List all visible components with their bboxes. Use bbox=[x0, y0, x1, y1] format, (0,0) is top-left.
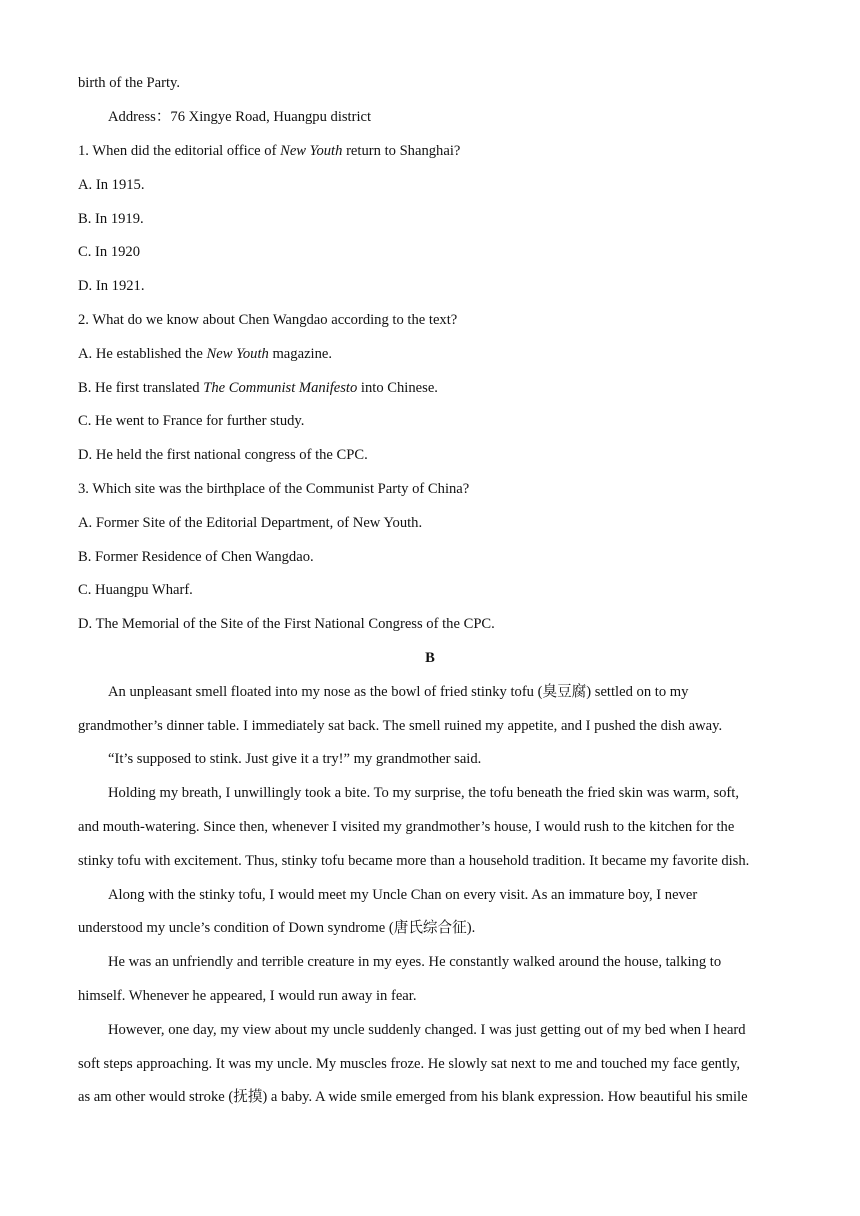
question-1-option-a: A. In 1915. bbox=[78, 177, 145, 193]
question-3-option-c: C. Huangpu Wharf. bbox=[78, 582, 193, 598]
question-1-stem: 1. When did the editorial office of New Youth return to Shanghai? bbox=[78, 143, 461, 159]
passage-continuation: birth of the Party. bbox=[78, 75, 180, 91]
passage-line: However, one day, my view about my uncle suddenly changed. I was just getting out of my bed when I heard bbox=[108, 1022, 746, 1038]
passage-line: Holding my breath, I unwillingly took a bite. To my surprise, the tofu beneath the fried skin was warm, soft, bbox=[108, 785, 739, 801]
passage-line: understood my uncle’s condition of Down syndrome (唐氏综合征). bbox=[78, 920, 476, 936]
question-2-option-a: A. He established the New Youth magazine. bbox=[78, 346, 333, 362]
question-2-option-b: B. He first translated The Communist Manifesto into Chinese. bbox=[78, 380, 438, 396]
passage-line: He was an unfriendly and terrible creature in my eyes. He constantly walked around the house, talking to bbox=[108, 954, 722, 970]
passage-line: and mouth-watering. Since then, whenever I visited my grandmother’s house, I would rush to the kitchen for the bbox=[78, 819, 735, 835]
question-3-stem: 3. Which site was the birthplace of the Communist Party of China? bbox=[78, 481, 470, 497]
section-heading: B bbox=[425, 650, 435, 666]
question-2-option-d: D. He held the first national congress of the CPC. bbox=[78, 447, 368, 463]
passage-line: “It’s supposed to stink. Just give it a try!” my grandmother said. bbox=[108, 751, 482, 767]
passage-line: Along with the stinky tofu, I would meet my Uncle Chan on every visit. As an immature boy, I never bbox=[108, 887, 698, 903]
title-new-youth: New Youth bbox=[280, 143, 343, 159]
passage-line: himself. Whenever he appeared, I would run away in fear. bbox=[78, 988, 417, 1004]
question-3-option-a: A. Former Site of the Editorial Department, of New Youth. bbox=[78, 515, 423, 531]
passage-line: stinky tofu with excitement. Thus, stinky tofu became more than a household tradition. It became my favorite dish. bbox=[78, 853, 750, 869]
question-1-option-b: B. In 1919. bbox=[78, 211, 144, 227]
question-1-option-c: C. In 1920 bbox=[78, 244, 141, 260]
question-1-option-d: D. In 1921. bbox=[78, 278, 145, 294]
address-line: Address：76 Xingye Road, Huangpu district bbox=[108, 109, 372, 125]
question-2-stem: 2. What do we know about Chen Wangdao according to the text? bbox=[78, 312, 458, 328]
passage-line: grandmother’s dinner table. I immediately sat back. The smell ruined my appetite, and I pushed the dish away. bbox=[78, 718, 723, 734]
passage-line: as am other would stroke (抚摸) a baby. A wide smile emerged from his blank expression. How beautiful his smile bbox=[78, 1089, 748, 1105]
question-3-option-d: D. The Memorial of the Site of the First National Congress of the CPC. bbox=[78, 616, 495, 632]
passage-line: An unpleasant smell floated into my nose as the bowl of fried stinky tofu (臭豆腐) settled on to my bbox=[108, 684, 689, 700]
passage-line: soft steps approaching. It was my uncle. My muscles froze. He slowly sat next to me and touched my face gently, bbox=[78, 1056, 741, 1072]
question-2-option-c: C. He went to France for further study. bbox=[78, 413, 305, 429]
question-3-option-b: B. Former Residence of Chen Wangdao. bbox=[78, 549, 314, 565]
